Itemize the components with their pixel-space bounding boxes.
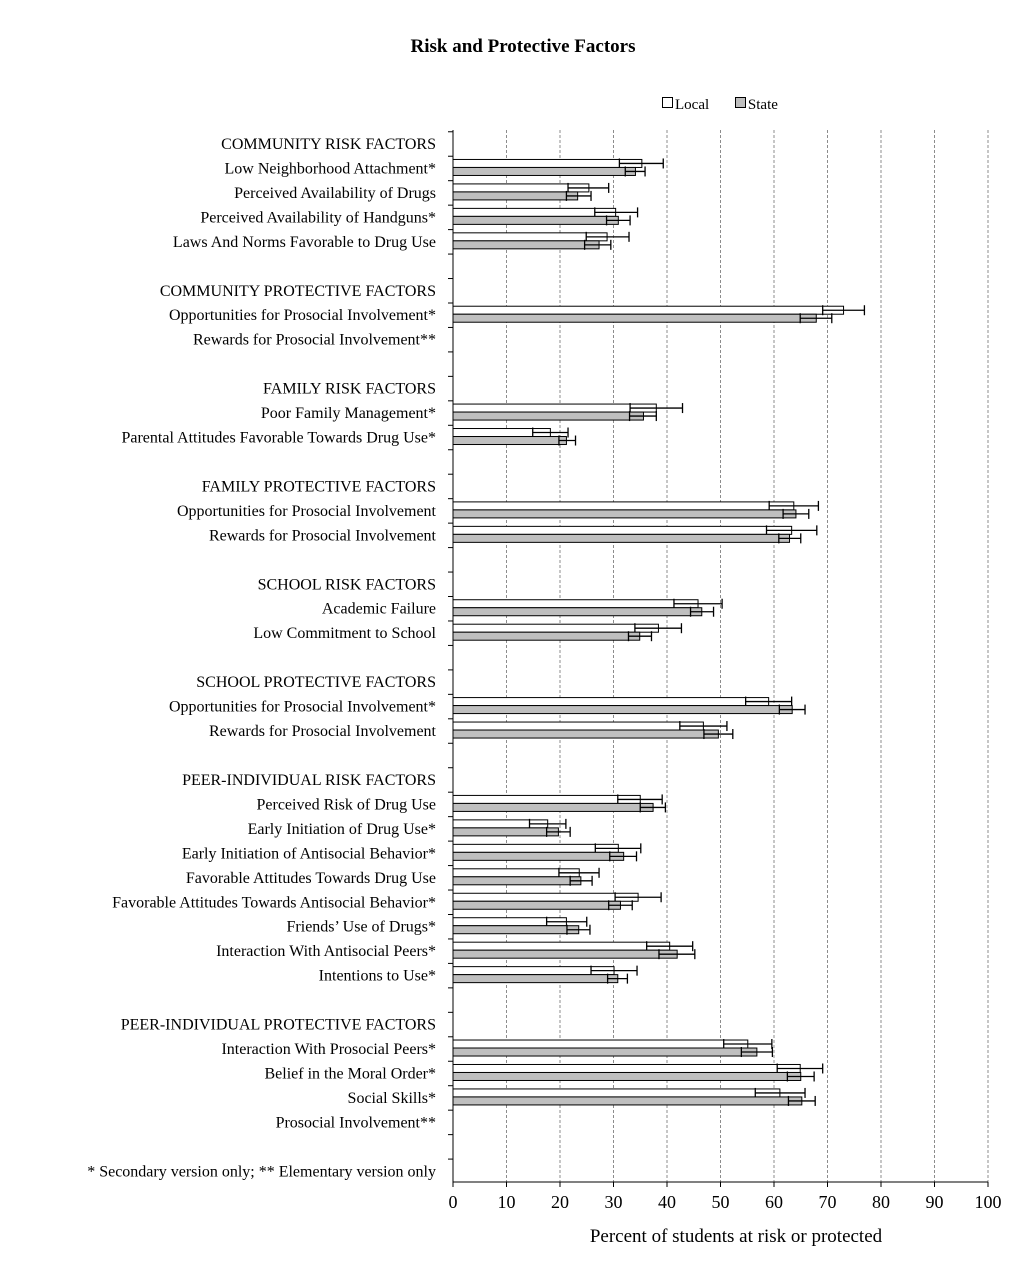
bar-local bbox=[453, 1089, 780, 1097]
category-label: Perceived Risk of Drug Use bbox=[256, 796, 436, 814]
category-label: Opportunities for Prosocial Involvement* bbox=[168, 307, 436, 325]
bar-local bbox=[453, 233, 607, 241]
bar-local bbox=[453, 404, 656, 412]
section-header-label: SCHOOL PROTECTIVE FACTORS bbox=[196, 674, 436, 692]
x-tick-label: 40 bbox=[658, 1192, 676, 1212]
category-label: Laws And Norms Favorable to Drug Use bbox=[172, 233, 436, 251]
category-label: Low Neighborhood Attachment* bbox=[224, 160, 436, 178]
footnote: * Secondary version only; ** Elementary version only bbox=[87, 1163, 436, 1181]
bar-state bbox=[453, 950, 677, 958]
bar-local bbox=[453, 502, 794, 510]
bar-local bbox=[453, 795, 640, 803]
section-header-label: PEER-INDIVIDUAL PROTECTIVE FACTORS bbox=[120, 1016, 436, 1034]
chart-title: Risk and Protective Factors bbox=[410, 36, 636, 57]
bar-state bbox=[453, 314, 816, 322]
bar-state bbox=[453, 1072, 801, 1080]
category-label: Poor Family Management* bbox=[260, 405, 436, 423]
bar-local bbox=[453, 844, 618, 852]
bar-state bbox=[453, 192, 578, 200]
category-label: Rewards for Prosocial Involvement** bbox=[192, 331, 436, 349]
category-label: Rewards for Prosocial Involvement bbox=[208, 723, 436, 741]
x-tick-label: 90 bbox=[925, 1192, 944, 1212]
bar-state bbox=[453, 706, 792, 714]
x-tick-label: 20 bbox=[551, 1192, 569, 1212]
bar-state bbox=[453, 803, 653, 811]
category-label: Interaction With Antisocial Peers* bbox=[216, 943, 436, 961]
x-tick-label: 60 bbox=[765, 1192, 783, 1212]
category-label: Prosocial Involvement** bbox=[275, 1114, 436, 1132]
bar-local bbox=[453, 208, 616, 216]
category-label: Favorable Attitudes Towards Antisocial Behavior* bbox=[112, 894, 436, 912]
bar-local bbox=[453, 698, 769, 706]
x-axis-label: Percent of students at risk or protected bbox=[589, 1226, 883, 1247]
category-label: Perceived Availability of Drugs bbox=[234, 184, 436, 202]
category-label: Parental Attitudes Favorable Towards Drug Use* bbox=[121, 429, 436, 447]
category-label: Opportunities for Prosocial Involvement bbox=[176, 502, 436, 520]
bar-state bbox=[453, 437, 566, 445]
category-label: Low Commitment to School bbox=[253, 625, 436, 643]
bar-state bbox=[453, 901, 620, 909]
bar-local bbox=[453, 526, 792, 534]
category-label: Interaction With Prosocial Peers* bbox=[221, 1041, 436, 1059]
x-tick-label: 70 bbox=[818, 1192, 837, 1212]
bar-local bbox=[453, 893, 638, 901]
section-header-label: PEER-INDIVIDUAL RISK FACTORS bbox=[182, 771, 436, 789]
bar-state bbox=[453, 608, 702, 616]
bar-local bbox=[453, 624, 658, 632]
bar-state bbox=[453, 975, 618, 983]
category-label: Belief in the Moral Order* bbox=[264, 1065, 436, 1083]
bar-local bbox=[453, 159, 642, 167]
bar-local bbox=[453, 1064, 800, 1072]
bar-state bbox=[453, 1097, 802, 1105]
bar-local bbox=[453, 1040, 748, 1048]
section-header-label: SCHOOL RISK FACTORS bbox=[257, 576, 436, 594]
bar-local bbox=[453, 722, 703, 730]
x-tick-label: 0 bbox=[448, 1192, 458, 1212]
bar-state bbox=[453, 510, 796, 518]
section-header-label: COMMUNITY PROTECTIVE FACTORS bbox=[159, 282, 436, 300]
category-label: Intentions to Use* bbox=[318, 967, 436, 985]
section-header-label: FAMILY PROTECTIVE FACTORS bbox=[201, 478, 436, 496]
bar-local bbox=[453, 306, 844, 314]
bar-state bbox=[453, 216, 618, 224]
legend-label-local: Local bbox=[675, 97, 710, 113]
bar-local bbox=[453, 967, 614, 975]
category-label: Friends’ Use of Drugs* bbox=[286, 918, 436, 936]
section-header-label: COMMUNITY RISK FACTORS bbox=[221, 136, 436, 153]
category-label: Early Initiation of Antisocial Behavior* bbox=[181, 845, 436, 863]
category-label: Favorable Attitudes Towards Drug Use bbox=[185, 869, 436, 887]
category-label: Early Initiation of Drug Use* bbox=[247, 820, 436, 838]
x-tick-label: 80 bbox=[872, 1192, 890, 1212]
category-label: Opportunities for Prosocial Involvement* bbox=[168, 698, 436, 716]
category-label: Rewards for Prosocial Involvement bbox=[208, 527, 436, 545]
x-tick-label: 50 bbox=[711, 1192, 730, 1212]
x-tick-label: 10 bbox=[497, 1192, 516, 1212]
category-label: Academic Failure bbox=[321, 600, 436, 618]
bar-state bbox=[453, 632, 640, 640]
bar-state bbox=[453, 730, 718, 738]
bar-state bbox=[453, 167, 635, 175]
category-label: Social Skills* bbox=[347, 1089, 436, 1107]
bar-state bbox=[453, 534, 790, 542]
bar-state bbox=[453, 1048, 757, 1056]
section-header-label: FAMILY RISK FACTORS bbox=[263, 380, 436, 398]
category-label: Perceived Availability of Handguns* bbox=[200, 209, 436, 227]
bar-local bbox=[453, 600, 698, 608]
x-tick-label: 100 bbox=[974, 1192, 1002, 1212]
bar-state bbox=[453, 852, 624, 860]
bar-state bbox=[453, 828, 558, 836]
bar-state bbox=[453, 926, 579, 934]
bar-local bbox=[453, 942, 670, 950]
bar-state bbox=[453, 877, 581, 885]
bar-state bbox=[453, 241, 599, 249]
x-tick-label: 30 bbox=[604, 1192, 623, 1212]
legend-label-state: State bbox=[747, 97, 778, 113]
bar-state bbox=[453, 412, 643, 420]
